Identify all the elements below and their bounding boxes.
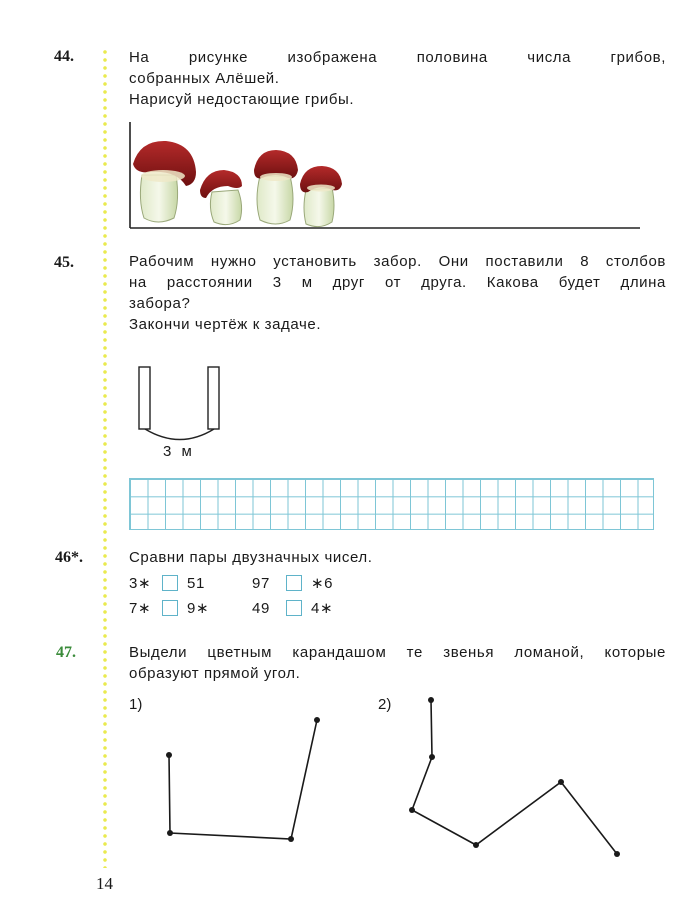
- task-45-line-2: на расстоянии 3 м друг от друга. Какова будет длина: [129, 274, 666, 291]
- task-44-number: 44.: [54, 48, 74, 65]
- page-number: 14: [96, 874, 113, 893]
- polyline-1-label: 1): [129, 696, 143, 713]
- vertex-point: [429, 754, 435, 760]
- task-47-line-2: образуют прямой угол.: [129, 665, 301, 682]
- compare-right-value: 51: [187, 575, 205, 592]
- task-44-line-2: собранных Алёшей.: [129, 70, 280, 87]
- task-45-line-3: забора?: [129, 295, 191, 312]
- task-44-line-1: На рисунке изображена половина числа грибов,: [129, 49, 666, 66]
- vertex-point: [166, 752, 172, 758]
- vertex-point: [428, 697, 434, 703]
- compare-right-value: ∗6: [311, 575, 334, 592]
- task-47-line-1: Выдели цветным карандашом те звенья ломаной, которые: [129, 644, 666, 661]
- task-45-line-1: Рабочим нужно установить забор. Они поставили 8 столбов: [129, 253, 666, 270]
- polyline-1[interactable]: [166, 717, 320, 842]
- task-44-line-3: Нарисуй недостающие грибы.: [129, 91, 355, 108]
- task-46-text: Сравни пары двузначных чисел.: [129, 549, 373, 566]
- compare-left-value: 3∗: [129, 575, 152, 592]
- compare-right-value: 4∗: [311, 600, 334, 617]
- compare-left-value: 97: [252, 575, 270, 592]
- compare-right-value: 9∗: [187, 600, 210, 617]
- compare-left-value: 7∗: [129, 600, 152, 617]
- vertex-point: [409, 807, 415, 813]
- task-45-line-4: Закончи чертёж к задаче.: [129, 316, 322, 333]
- vertex-point: [288, 836, 294, 842]
- vertex-point: [558, 779, 564, 785]
- task-47-number: 47.: [56, 644, 76, 661]
- vertex-point: [167, 830, 173, 836]
- polyline-2[interactable]: [409, 697, 620, 857]
- distance-label: 3 м: [163, 443, 195, 460]
- task-45-number: 45.: [54, 254, 74, 271]
- task-46-number: 46*.: [55, 549, 83, 566]
- vertex-point: [473, 842, 479, 848]
- vertex-point: [314, 717, 320, 723]
- compare-left-value: 49: [252, 600, 270, 617]
- vertex-point: [614, 851, 620, 857]
- polyline-2-label: 2): [378, 696, 392, 713]
